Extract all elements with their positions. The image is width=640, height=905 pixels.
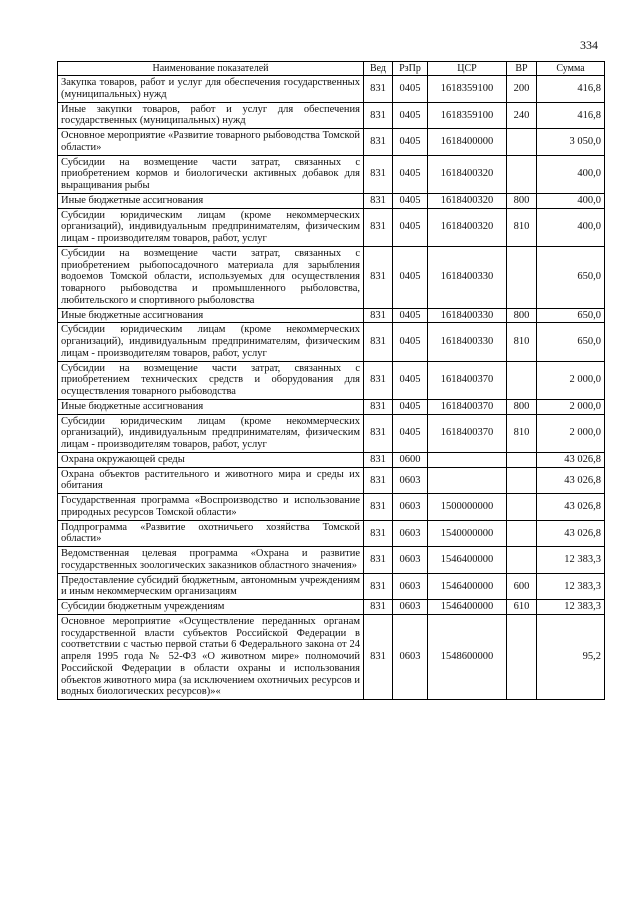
cell-ved: 831	[364, 102, 393, 129]
cell-name: Ведомственная целевая программа «Охрана и развитие государственных зоологических заказников областного значения»	[58, 547, 364, 574]
cell-name: Субсидии на возмещение части затрат, связанных с приобретением рыбопосадочного материала для зарыбления водоемов Томской области, используемых для осуществления товарного рыбоводства и промышленного рыболовства, любительского и спортивного рыболовства	[58, 246, 364, 308]
cell-amount: 43 026,8	[537, 452, 605, 467]
table-row	[58, 520, 605, 547]
cell-name: Иные закупки товаров, работ и услуг для обеспечения государственных (муниципальных) нужд	[58, 102, 364, 129]
cell-vr	[507, 452, 537, 467]
cell-ved: 831	[364, 246, 393, 308]
cell-vr	[507, 520, 537, 547]
cell-ved: 831	[364, 467, 393, 494]
cell-ved: 831	[364, 76, 393, 103]
cell-rzpr: 0405	[393, 246, 428, 308]
table-row	[58, 547, 605, 574]
cell-csr: 1548600000	[428, 614, 507, 699]
table-row	[58, 102, 605, 129]
cell-name: Охрана объектов растительного и животного мира и среды их обитания	[58, 467, 364, 494]
table-row	[58, 129, 605, 156]
cell-ved: 831	[364, 547, 393, 574]
table-row	[58, 614, 605, 699]
cell-vr: 810	[507, 208, 537, 246]
cell-vr	[507, 494, 537, 521]
cell-name: Субсидии на возмещение части затрат, связанных с приобретением кормов и биологически активных добавок для выращивания рыбы	[58, 155, 364, 193]
cell-amount: 416,8	[537, 102, 605, 129]
cell-vr: 810	[507, 323, 537, 361]
cell-name: Субсидии бюджетным учреждениям	[58, 600, 364, 615]
cell-amount: 3 050,0	[537, 129, 605, 156]
cell-csr: 1618400330	[428, 246, 507, 308]
cell-vr	[507, 614, 537, 699]
cell-csr: 1618400370	[428, 399, 507, 414]
cell-csr: 1546400000	[428, 547, 507, 574]
cell-amount: 400,0	[537, 208, 605, 246]
cell-vr	[507, 361, 537, 399]
cell-csr: 1618359100	[428, 76, 507, 103]
cell-vr: 610	[507, 600, 537, 615]
cell-ved: 831	[364, 193, 393, 208]
cell-ved: 831	[364, 414, 393, 452]
table-row	[58, 323, 605, 361]
header-ved: Вед	[364, 62, 393, 76]
table-body	[58, 76, 605, 700]
table-row	[58, 467, 605, 494]
cell-name: Субсидии юридическим лицам (кроме некоммерческих организаций), индивидуальным предпринимателям, физическим лицам - производителям товаров, работ, услуг	[58, 323, 364, 361]
cell-rzpr: 0405	[393, 76, 428, 103]
cell-name: Субсидии юридическим лицам (кроме некоммерческих организаций), индивидуальным предпринимателям, физическим лицам - производителям товаров, работ, услуг	[58, 414, 364, 452]
table-row	[58, 399, 605, 414]
cell-rzpr: 0405	[393, 399, 428, 414]
cell-amount: 2 000,0	[537, 399, 605, 414]
cell-name: Подпрограмма «Развитие охотничьего хозяйства Томской области»	[58, 520, 364, 547]
cell-amount: 12 383,3	[537, 573, 605, 600]
cell-name: Субсидии юридическим лицам (кроме некоммерческих организаций), индивидуальным предпринимателям, физическим лицам - производителям товаров, работ, услуг	[58, 208, 364, 246]
cell-name: Охрана окружающей среды	[58, 452, 364, 467]
cell-rzpr: 0405	[393, 308, 428, 323]
budget-table	[57, 61, 605, 700]
cell-amount: 650,0	[537, 246, 605, 308]
cell-rzpr: 0603	[393, 494, 428, 521]
cell-csr: 1618400320	[428, 208, 507, 246]
cell-amount: 43 026,8	[537, 520, 605, 547]
cell-ved: 831	[364, 452, 393, 467]
header-vr: ВР	[507, 62, 537, 76]
cell-ved: 831	[364, 494, 393, 521]
cell-ved: 831	[364, 361, 393, 399]
cell-amount: 12 383,3	[537, 600, 605, 615]
cell-ved: 831	[364, 399, 393, 414]
cell-csr	[428, 467, 507, 494]
cell-csr: 1618400330	[428, 308, 507, 323]
cell-amount: 650,0	[537, 323, 605, 361]
cell-rzpr: 0603	[393, 600, 428, 615]
cell-amount: 43 026,8	[537, 467, 605, 494]
cell-ved: 831	[364, 600, 393, 615]
table-row	[58, 193, 605, 208]
cell-name: Закупка товаров, работ и услуг для обеспечения государственных (муниципальных) нужд	[58, 76, 364, 103]
cell-rzpr: 0603	[393, 573, 428, 600]
cell-rzpr: 0603	[393, 467, 428, 494]
cell-csr: 1618400330	[428, 323, 507, 361]
cell-csr	[428, 452, 507, 467]
cell-csr: 1546400000	[428, 573, 507, 600]
cell-rzpr: 0405	[393, 414, 428, 452]
cell-amount: 650,0	[537, 308, 605, 323]
cell-vr	[507, 467, 537, 494]
table-row	[58, 494, 605, 521]
cell-name: Предоставление субсидий бюджетным, автономным учреждениям и иным некоммерческим организациям	[58, 573, 364, 600]
cell-vr: 800	[507, 399, 537, 414]
table-row	[58, 76, 605, 103]
cell-rzpr: 0405	[393, 361, 428, 399]
cell-csr: 1618400370	[428, 414, 507, 452]
cell-amount: 400,0	[537, 193, 605, 208]
cell-rzpr: 0603	[393, 520, 428, 547]
table-row	[58, 573, 605, 600]
header-name: Наименование показателей	[58, 62, 364, 76]
cell-amount: 2 000,0	[537, 361, 605, 399]
cell-rzpr: 0600	[393, 452, 428, 467]
cell-ved: 831	[364, 129, 393, 156]
cell-amount: 12 383,3	[537, 547, 605, 574]
cell-csr: 1618400370	[428, 361, 507, 399]
cell-vr	[507, 129, 537, 156]
cell-ved: 831	[364, 614, 393, 699]
header-csr: ЦСР	[428, 62, 507, 76]
cell-ved: 831	[364, 520, 393, 547]
header-rzpr: РзПр	[393, 62, 428, 76]
cell-name: Иные бюджетные ассигнования	[58, 399, 364, 414]
table-header-row	[58, 62, 605, 76]
cell-rzpr: 0405	[393, 155, 428, 193]
table-row	[58, 308, 605, 323]
header-amount: Сумма	[537, 62, 605, 76]
table-row	[58, 414, 605, 452]
cell-csr: 1546400000	[428, 600, 507, 615]
cell-name: Субсидии на возмещение части затрат, связанных с приобретением технических средств и оборудования для осуществления товарного рыбоводства	[58, 361, 364, 399]
cell-name: Государственная программа «Воспроизводство и использование природных ресурсов Томской области»	[58, 494, 364, 521]
table-row	[58, 246, 605, 308]
cell-rzpr: 0405	[393, 102, 428, 129]
cell-rzpr: 0603	[393, 614, 428, 699]
cell-vr: 800	[507, 193, 537, 208]
cell-ved: 831	[364, 573, 393, 600]
cell-rzpr: 0405	[393, 208, 428, 246]
cell-rzpr: 0405	[393, 129, 428, 156]
cell-csr: 1618359100	[428, 102, 507, 129]
cell-vr	[507, 246, 537, 308]
cell-amount: 43 026,8	[537, 494, 605, 521]
cell-ved: 831	[364, 208, 393, 246]
table-row	[58, 361, 605, 399]
cell-vr: 240	[507, 102, 537, 129]
table-row	[58, 155, 605, 193]
cell-ved: 831	[364, 308, 393, 323]
table-row	[58, 208, 605, 246]
cell-csr: 1540000000	[428, 520, 507, 547]
cell-ved: 831	[364, 155, 393, 193]
cell-vr: 800	[507, 308, 537, 323]
cell-amount: 95,2	[537, 614, 605, 699]
cell-name: Иные бюджетные ассигнования	[58, 308, 364, 323]
cell-amount: 416,8	[537, 76, 605, 103]
page-number: 334	[580, 38, 598, 52]
cell-name: Основное мероприятие «Развитие товарного рыбоводства Томской области»	[58, 129, 364, 156]
cell-amount: 400,0	[537, 155, 605, 193]
cell-ved: 831	[364, 323, 393, 361]
cell-vr: 200	[507, 76, 537, 103]
cell-vr: 810	[507, 414, 537, 452]
cell-name: Основное мероприятие «Осуществление переданных органам государственной власти субъектов Российской Федерации в соответствии с частью первой статьи 6 Федерального закона от 24 апреля 1995 года № 52-ФЗ «О животном мире» полномочий Российской Федерации в области охраны и использования объектов животного мира (за исключением охотничьих ресурсов и водных биологических ресурсов)»«	[58, 614, 364, 699]
cell-rzpr: 0603	[393, 547, 428, 574]
cell-vr	[507, 155, 537, 193]
cell-rzpr: 0405	[393, 323, 428, 361]
cell-vr	[507, 547, 537, 574]
cell-csr: 1618400320	[428, 155, 507, 193]
cell-rzpr: 0405	[393, 193, 428, 208]
cell-amount: 2 000,0	[537, 414, 605, 452]
cell-csr: 1500000000	[428, 494, 507, 521]
cell-csr: 1618400320	[428, 193, 507, 208]
cell-csr: 1618400000	[428, 129, 507, 156]
cell-name: Иные бюджетные ассигнования	[58, 193, 364, 208]
table-row	[58, 452, 605, 467]
cell-vr: 600	[507, 573, 537, 600]
table-row	[58, 600, 605, 615]
